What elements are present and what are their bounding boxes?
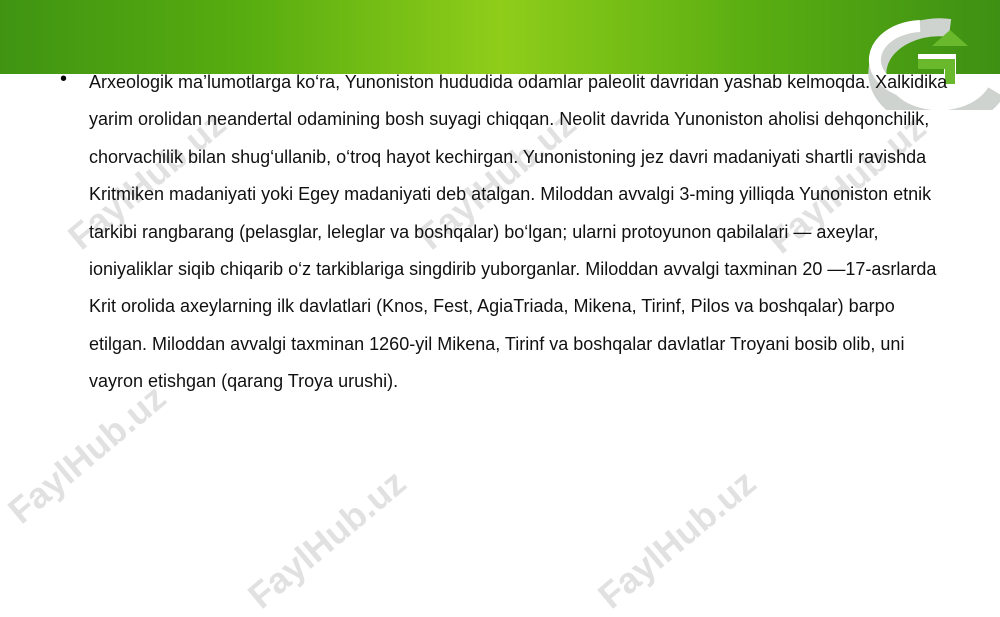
- watermark-text: FaylHub.uz: [760, 106, 934, 262]
- watermark-text: FaylHub.uz: [0, 376, 174, 532]
- watermark-text: FaylHub.uz: [240, 461, 414, 617]
- watermark-text: FaylHub.uz: [410, 102, 584, 258]
- slide-content: [60, 64, 950, 401]
- watermark-text: FaylHub.uz: [590, 461, 764, 617]
- bullet-marker: •: [60, 68, 68, 90]
- watermark-text: FaylHub.uz: [60, 102, 234, 258]
- body-paragraph: Arxeologik ma’lumotlarga ko‘ra, Yunoniston hududida odamlar paleolit davridan yashab kelmoqda. Xalkidika yarim orolidan neandertal odamining bosh suyagi chiqqan. Neolit davrida Yunoniston aholisi dehqonchilik, chorvachilik bilan shug‘ullanib, o‘troq hayot kechirgan. Yunonistoning jez davri madaniyati shartli ravishda Kritmiken madaniyati yoki Egey madaniyati deb atalgan. Miloddan avvalgi 3-ming yilliqda Yunoniston etnik tarkibi rangbarang (pelasglar, leleglar va boshqalar) bo‘lgan; ularni protoyunon qabilalari — axeylar, ioniyaliklar siqib chiqarib o‘z tarkiblariga singdirib yuborganlar. Miloddan avvalgi taxminan 20 —17-asrlarda Krit orolida axeylarning ilk davlatlari (Knos, Fest, AgiaTriada, Mikena, Tirinf, Pilos va boshqalar) barpo etilgan. Miloddan avvalgi taxminan 1260-yil Mikena, Tirinf va boshqalar davlatlar Troyani bosib olib, uni vayron etishgan (qarang Troya urushi).: [89, 72, 948, 392]
